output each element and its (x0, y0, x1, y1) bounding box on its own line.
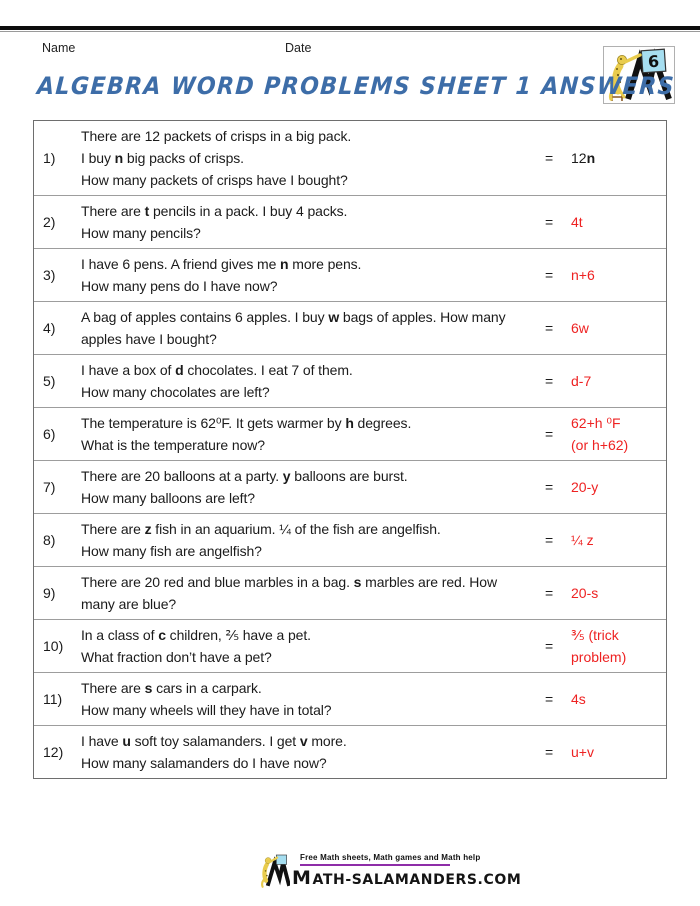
problem-line: I have 6 pens. A friend gives me n more pens. (81, 256, 362, 272)
answer-text (571, 317, 666, 339)
problem-line: How many chocolates are left? (81, 384, 270, 400)
problem-line: I buy n big packs of crisps. (81, 150, 244, 166)
badge-number-glyph: 6 (647, 51, 660, 72)
problem-number: 4) (43, 320, 56, 336)
problem-number: 7) (43, 479, 56, 495)
problem-number: 2) (43, 214, 56, 230)
problem-line: There are z fish in an aquarium. ¼ of the fish are angelfish. (81, 521, 441, 537)
problem-number: 8) (43, 532, 56, 548)
problem-number: 1) (43, 150, 56, 166)
answer-line: 62+h ⁰F (571, 415, 621, 431)
answer-line: problem) (571, 649, 627, 665)
answer-line: 4s (571, 691, 586, 707)
problem-text (81, 677, 545, 721)
problem-line: How many salamanders do I have now? (81, 755, 327, 771)
equals-sign: = (545, 532, 554, 548)
table-row (34, 302, 666, 355)
footer-site-m: M (292, 867, 312, 889)
table-row (34, 196, 666, 249)
equals-sign: = (545, 744, 554, 760)
answer-line: 12n (571, 150, 596, 166)
answer-text (571, 412, 666, 456)
table-row (34, 514, 666, 567)
equals-sign: = (545, 214, 554, 230)
table-row (34, 673, 666, 726)
problem-line: There are t pencils in a pack. I buy 4 packs. (81, 203, 348, 219)
footer-site-name (292, 867, 521, 889)
footer-tagline: Free Math sheets, Math games and Math help (300, 853, 481, 862)
answer-text (571, 582, 666, 604)
footer-logo (260, 849, 521, 896)
equals-sign: = (545, 373, 554, 389)
problem-text (81, 412, 545, 456)
problem-text (81, 730, 545, 774)
problem-line: There are 20 red and blue marbles in a bag. s marbles are red. How (81, 574, 497, 590)
answer-text (571, 147, 666, 169)
problem-text (81, 125, 545, 191)
answer-text (571, 211, 666, 233)
problem-line: There are 20 balloons at a party. y balloons are burst. (81, 468, 408, 484)
problem-line: I have a box of d chocolates. I eat 7 of them. (81, 362, 353, 378)
equals-sign: = (545, 150, 554, 166)
answer-text (571, 624, 666, 668)
problem-line: I have u soft toy salamanders. I get v more. (81, 733, 347, 749)
problem-line: How many packets of crisps have I bought? (81, 172, 348, 188)
problem-number: 9) (43, 585, 56, 601)
answer-line: (or h+62) (571, 437, 629, 453)
problem-line: What is the temperature now? (81, 437, 265, 453)
equals-sign: = (545, 479, 554, 495)
answer-line: d-7 (571, 373, 592, 389)
answer-line: 6w (571, 320, 589, 336)
problem-number: 10) (43, 638, 64, 654)
problem-line: many are blue? (81, 596, 177, 612)
problem-line: How many fish are angelfish? (81, 543, 262, 559)
equals-sign: = (545, 320, 554, 336)
problem-line: In a class of c children, ⅖ have a pet. (81, 627, 311, 643)
answer-line: u+v (571, 744, 594, 760)
problem-number: 5) (43, 373, 56, 389)
footer-site-rest: ATH-SALAMANDERS.COM (312, 872, 522, 888)
problem-line: How many pencils? (81, 225, 201, 241)
problem-text (81, 571, 545, 615)
problem-line: How many balloons are left? (81, 490, 255, 506)
footer-salamander-icon (260, 849, 290, 896)
problem-line: apples have I bought? (81, 331, 217, 347)
problems-table (33, 120, 667, 779)
answer-text (571, 741, 666, 763)
problem-text (81, 253, 545, 297)
date-label: Date (285, 41, 312, 55)
answer-text (571, 476, 666, 498)
table-row (34, 249, 666, 302)
problem-line: The temperature is 62⁰F. It gets warmer by h degrees. (81, 415, 412, 431)
problem-text (81, 624, 545, 668)
problem-line: What fraction don’t have a pet? (81, 649, 272, 665)
problem-number: 3) (43, 267, 56, 283)
answer-line: 20-s (571, 585, 599, 601)
problem-text (81, 465, 545, 509)
equals-sign: = (545, 585, 554, 601)
page-title: ALGEBRA WORD PROBLEMS SHEET 1 ANSWERS (36, 72, 676, 100)
problem-text (81, 518, 545, 562)
problem-number: 12) (43, 744, 64, 760)
answer-line: ⅗ (trick (571, 627, 619, 643)
top-rule (0, 26, 700, 30)
answer-text (571, 529, 666, 551)
table-row (34, 408, 666, 461)
problem-line: How many pens do I have now? (81, 278, 278, 294)
answer-text (571, 370, 666, 392)
equals-sign: = (545, 426, 554, 442)
problem-number: 11) (43, 691, 63, 707)
answer-line: ¼ z (571, 532, 594, 548)
table-row (34, 567, 666, 620)
table-row (34, 461, 666, 514)
problem-line: A bag of apples contains 6 apples. I buy w bags of apples. How many (81, 309, 506, 325)
table-row (34, 726, 666, 778)
equals-sign: = (545, 638, 554, 654)
answer-line: 4t (571, 214, 583, 230)
answer-text (571, 264, 666, 286)
problem-number: 6) (43, 426, 56, 442)
problem-text (81, 200, 545, 244)
answer-line: n+6 (571, 267, 595, 283)
table-row (34, 121, 666, 196)
problem-line: How many wheels will they have in total? (81, 702, 332, 718)
answer-text (571, 688, 666, 710)
equals-sign: = (545, 267, 554, 283)
problem-line: There are 12 packets of crisps in a big pack. (81, 128, 352, 144)
top-rule-shadow (0, 31, 700, 32)
problem-text (81, 359, 545, 403)
name-label: Name (42, 41, 76, 55)
table-row (34, 355, 666, 408)
equals-sign: = (545, 691, 554, 707)
answer-line: 20-y (571, 479, 599, 495)
problem-line: There are s cars in a carpark. (81, 680, 262, 696)
problem-text (81, 306, 545, 350)
footer-purple-rule (300, 864, 450, 866)
table-row (34, 620, 666, 673)
